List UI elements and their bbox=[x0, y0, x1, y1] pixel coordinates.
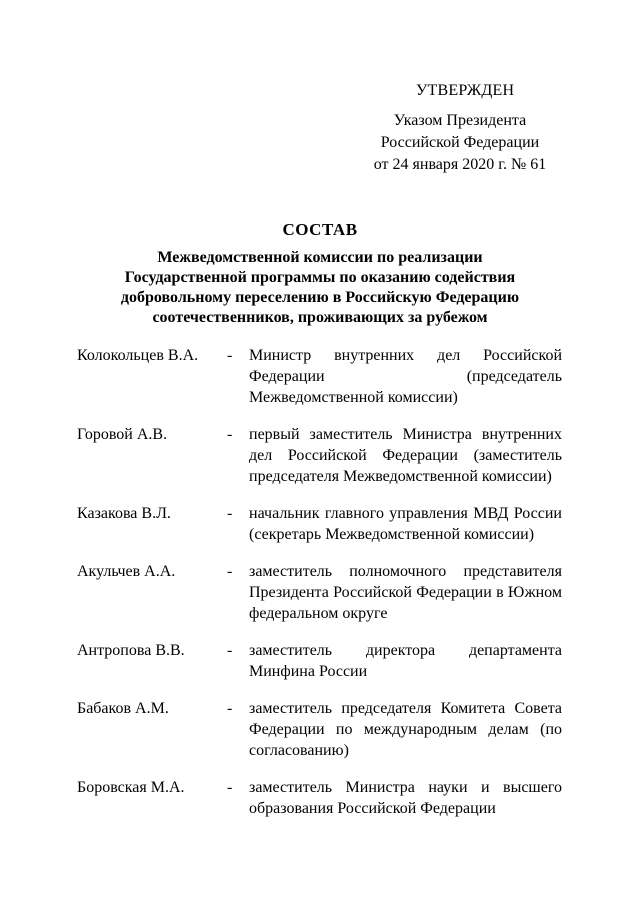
member-dash: - bbox=[227, 700, 233, 717]
approval-block bbox=[370, 80, 570, 176]
member-name: Бабаков А.М. bbox=[77, 700, 169, 717]
member-name: Казакова В.Л. bbox=[77, 505, 171, 522]
member-role: начальник главного управления МВД России (секретарь Межведомственной комиссии) bbox=[249, 505, 562, 543]
member-dash: - bbox=[227, 563, 233, 580]
subtitle-line: соотечественников, проживающих за рубежом bbox=[152, 309, 488, 326]
member-dash: - bbox=[227, 347, 233, 364]
member-name: Боровская М.А. bbox=[77, 779, 185, 796]
approval-line: Указом Президента bbox=[393, 112, 527, 129]
member-row bbox=[77, 640, 562, 682]
member-role: заместитель директора департамента Минфина России bbox=[249, 642, 562, 680]
subtitle-line: Межведомственной комиссии по реализации bbox=[157, 249, 483, 266]
member-role: первый заместитель Министра внутренних дел Российской Федерации (заместитель председателя Межведомственной комиссии) bbox=[249, 426, 562, 485]
subtitle-line: добровольному переселению в Российскую Федерацию bbox=[120, 289, 520, 306]
member-dash: - bbox=[227, 779, 233, 796]
member-name: Антропова В.В. bbox=[77, 642, 185, 659]
member-name: Акульчев А.А. bbox=[77, 563, 176, 580]
member-row bbox=[77, 561, 562, 624]
member-row bbox=[77, 698, 562, 761]
member-role: Министр внутренних дел Российской Федерации (председатель Межведомственной комиссии) bbox=[249, 347, 562, 406]
member-name: Горовой А.В. bbox=[77, 426, 168, 443]
member-role: заместитель председателя Комитета Совета Федерации по международным делам (по согласованию) bbox=[249, 700, 562, 759]
member-dash: - bbox=[227, 426, 233, 443]
member-role: заместитель Министра науки и высшего образования Российской Федерации bbox=[249, 779, 562, 817]
member-row bbox=[77, 345, 562, 408]
member-row bbox=[77, 503, 562, 545]
approval-line: от 24 января 2020 г. № 61 bbox=[373, 156, 547, 173]
member-dash: - bbox=[227, 642, 233, 659]
document-title: СОСТАВ bbox=[282, 220, 358, 239]
members-list bbox=[77, 345, 562, 835]
member-name: Колокольцев В.А. bbox=[77, 347, 199, 364]
approval-stamp: УТВЕРЖДЕН bbox=[416, 82, 515, 99]
member-role: заместитель полномочного представителя Президента Российской Федерации в Южном федеральном округе bbox=[249, 563, 562, 622]
subtitle-line: Государственной программы по оказанию содействия bbox=[124, 269, 516, 286]
approval-line: Российской Федерации bbox=[380, 134, 540, 151]
member-dash: - bbox=[227, 505, 233, 522]
document-subtitle bbox=[80, 248, 560, 328]
member-row bbox=[77, 424, 562, 487]
member-row bbox=[77, 777, 562, 819]
